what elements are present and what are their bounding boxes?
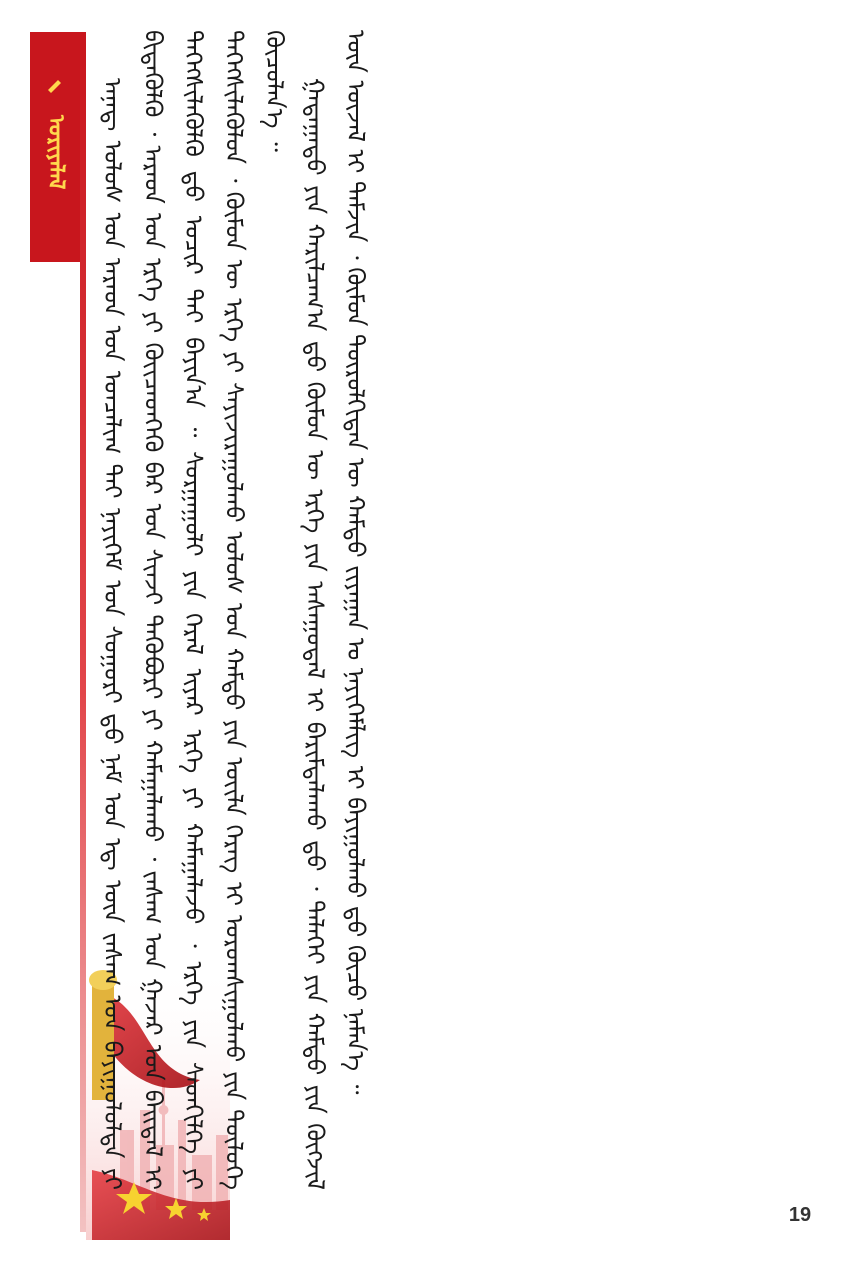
page-number: 19 (788, 1204, 812, 1226)
body-paragraph: ᠠᠨᠠᠳ᠋ ᠤᠯᠤᠰ ᠤᠨ ᠠᠷᠠᠳ ᠤᠨ ᠣᠨᠴᠠᠯᠢᠭ ᠲᠠᠢ ᠨᠡᠶᠢᠭᠡᠮ ᠤᠨ ᠰᠤᠭᠤᠷᠢ ᠳ᠋ᠤ ᠨᠠᠮ ᠤᠨ ᠡᠳ᠋ ᠦᠨ ᠵᠠᠰᠠᠭ ᠤᠨ ᠪᠠᠶᠢᠭᠤᠯᠤᠯᠲᠠ ᠶᠢ ᠪᠢᠲᠡᠭᠦᠯᠬᠦ ᠂ ᠠᠷᠠᠳ ᠤᠨ ᠡᠷᠬᠡ ᠶᠢ ᠭᠦᠢᠴᠡᠳᠬᠡᠬᠦ ᠪᠠᠷ ᠤᠨ ᠰᠢᠨᠵᠢ ᠲᠡᠭᠦᠪᠦᠷᠢ ᠶᠢ ᠬᠠᠮᠠᠭᠠᠯᠠᠬᠤ ᠂ ᠵᠠᠰᠠᠭ ᠤᠨ ᠭᠠᠵᠠᠷ ᠤᠨ ᠪᠠᠢᠳᠠᠯ ᠢ ᠳᠡᠭᠡᠭᠰᠢᠯᠡᠭᠦᠯᠬᠦ ᠳ᠋ᠤ ᠤᠴᠢᠷ ᠲᠠᠢ ᠪᠠᠶᠢᠨ᠎ᠠ ᠃ ᠰᠤᠷᠭᠠᠭᠤᠯᠢ ᠶᠢᠨ ᠭᠡᠷᠡᠯ ᠢᠶᠡᠷ ᠡᠷᠬᠡ ᠶᠢ ᠬᠠᠮᠠᠭᠠᠯᠠᠵᠤ ᠂ ᠡᠷᠬᠡ ᠶᠢᠨ ᠰᠡᠳᠬᠢᠯᠭᠡ ᠶᠢ ᠳᠡᠭᠡᠭᠰᠢᠯᠡᠭᠦᠯᠦᠨ ᠂ ᠬᠦᠮᠦᠨ ᠦ ᠡᠷᠬᠡ ᠶᠢ ᠰᠠᠶᠢᠵᠢᠷᠠᠭᠤᠯᠬᠤ ᠤᠯᠤᠰ ᠤᠨ ᠬᠠᠮᠲᠤ ᠶᠢᠨ ᠦᠢᠯᠡ ᠬᠡᠷᠡᠭ ᠢ ᠤᠷᠤᠭᠰᠢᠭᠤᠯᠬᠤ ᠶᠢᠨ ᠲᠥᠯᠦᠭᠡ ᠬᠦᠴᠦᠯᠡᠨ᠎ᠡ ᠃ (98, 30, 289, 1190)
chapter-title: ᠤᠷᠢᠶᠠᠯᠠᠯ (43, 114, 68, 190)
chapter-title-block (30, 32, 80, 262)
body-text (92, 30, 822, 1190)
body-paragraph: ᠭᠠᠳᠠᠭᠠᠳᠤ ᠶᠢᠨ ᠬᠠᠷᠢᠯᠴᠠᠭ᠎ᠠ ᠳ᠋ᠤ ᠬᠦᠮᠦᠨ ᠦ ᠡᠷᠬᠡ ᠶᠢᠨ ᠠᠰᠠᠭᠤᠳᠠᠯ ᠢ ᠪᠠᠷᠢᠮᠲᠠᠯᠠᠬᠤ ᠳ᠋ᠤ ᠂ ᠳᠡᠯᠡᠬᠡᠢ ᠶᠢᠨ ᠬᠠᠮᠲᠤ ᠶᠢᠨ ᠬᠥᠭᠵᠢᠯ ᠦᠨ ᠦᠵᠡᠯ ᠢ ᠳᠡᠮᠵᠢᠨ ᠂ ᠬᠦᠮᠦᠨ ᠲᠥᠷᠥᠯᠬᠢᠲᠡᠨ ᠦ ᠬᠠᠮᠲᠤ ᠵᠢᠶᠠᠭᠠᠨ ᠤ ᠨᠡᠶᠢᠭᠡᠮᠯᠢᠭ ᠢ ᠪᠠᠶᠢᠭᠤᠯᠬᠤ ᠳ᠋ᠤ ᠬᠦᠴᠦ ᠨᠡᠮᠡᠨ᠎ᠡ ᠃ (301, 30, 370, 1190)
